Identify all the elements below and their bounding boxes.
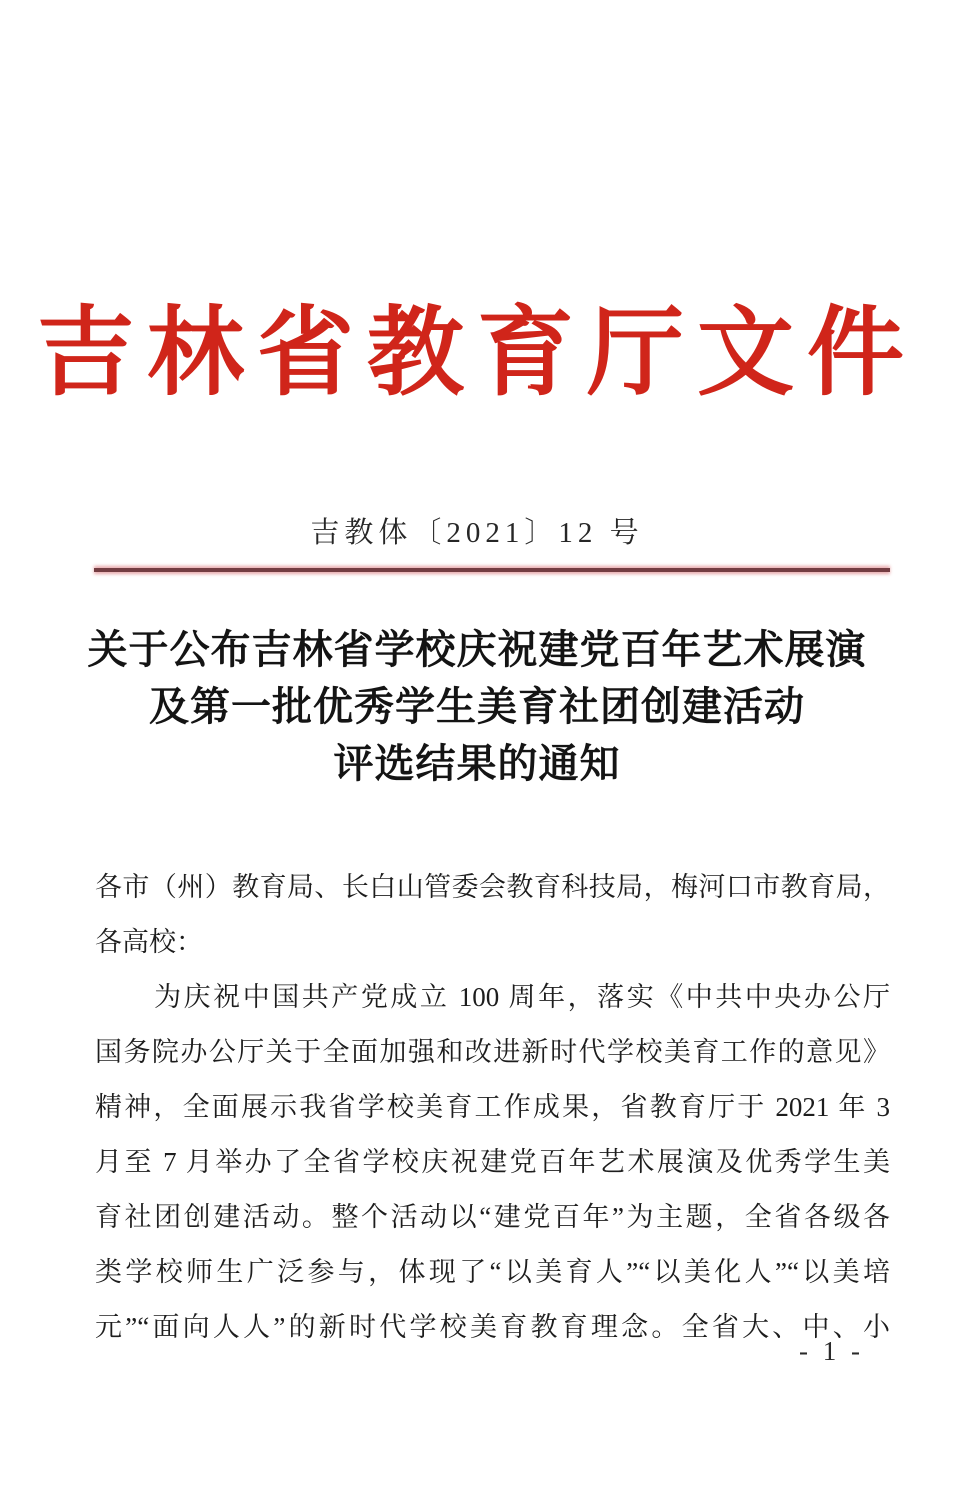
body-line-paragraph-7: 元”“面向人人”的新时代学校美育教育理念。全省大、中、小	[95, 1312, 890, 1342]
body-line-paragraph-6: 类学校师生广泛参与，体现了“以美育人”“以美化人”“以美培	[95, 1257, 890, 1287]
body-line-salutation-1: 各市（州）教育局、长白山管委会教育科技局，梅河口市教育局，	[95, 872, 890, 902]
body-line-paragraph-1: 为庆祝中国共产党成立 100 周年，落实《中共中央办公厅	[95, 982, 890, 1012]
subject-line-3: 评选结果的通知	[333, 741, 621, 786]
body-line-paragraph-3: 精神，全面展示我省学校美育工作成果，省教育厅于 2021 年 3	[95, 1092, 890, 1122]
subject-line-1: 关于公布吉林省学校庆祝建党百年艺术展演	[87, 627, 867, 672]
document-body	[95, 860, 890, 1355]
subject-line-2: 及第一批优秀学生美育社团创建活动	[149, 684, 805, 729]
doc-reference-number: 吉教体〔2021〕12 号	[310, 517, 644, 549]
body-line-paragraph-4: 月至 7 月举办了全省学校庆祝建党百年艺术展演及优秀学生美	[95, 1147, 890, 1177]
document-subject	[0, 621, 954, 792]
body-line-salutation-2: 各高校：	[95, 927, 203, 957]
body-line-paragraph-2: 国务院办公厅关于全面加强和改进新时代学校美育工作的意见》	[95, 1037, 890, 1067]
page-number: - 1 -	[799, 1336, 864, 1366]
agency-masthead-title: 吉林省教育厅文件	[37, 300, 917, 407]
body-line-paragraph-5: 育社团创建活动。整个活动以“建党百年”为主题，全省各级各	[95, 1202, 890, 1232]
red-divider-line	[94, 568, 890, 572]
